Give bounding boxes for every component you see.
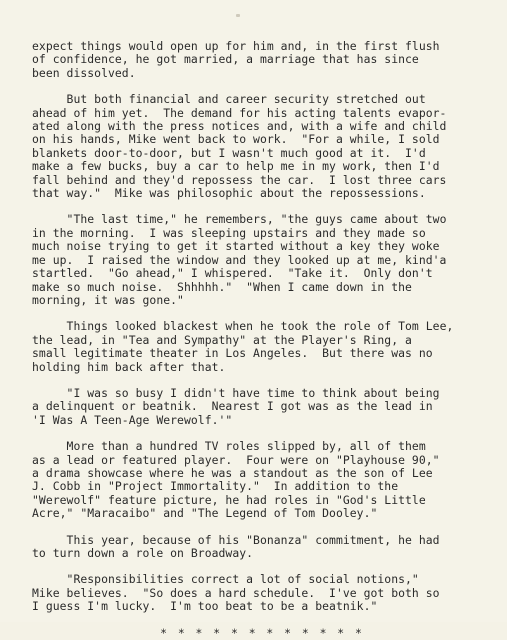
- paragraph-4: Things looked blackest when he took the role of Tom Lee, the lead, in "Tea and Sympathy" at the Player's Ring, a small legitimate theater in Los Angeles. But there was no holding him back after that.: [32, 319, 454, 374]
- paragraph-8: "Responsibilities correct a lot of social notions," Mike believes. "So does a hard schedule. I've got both so I guess I'm lucky. I'm too beat to be a beatnik.": [32, 572, 440, 614]
- paper-mark: [236, 14, 240, 17]
- paragraph-7: This year, because of his "Bonanza" commitment, he had to turn down a role on Broadway.: [32, 532, 440, 560]
- paragraph-1: expect things would open up for him and, in the first flush of confidence, he got married, a marriage that has since been dissolved.: [32, 39, 440, 80]
- paragraph-3: "The last time," he remembers, "the guys came about two in the morning. I was sleeping upstairs and they made so much noise trying to get it started without a key they woke me up. I raised the window and they looked up at me, kind'a startled. "Go ahead," I whispered. "Take it. Only don't make so much noise. Shhhhh." "When I came down in the morning, it was gone.": [32, 212, 447, 307]
- paragraph-2: But both financial and career security stretched out ahead of him yet. The demand for his acting talents evapor- ated along with the press notices and, with a wife and child on his hands, Mike went back to work. "For a while, I sold blankets door-to-door, but I wasn't much good at it. I'd make a few bucks, buy a car to help me in my work, then I'd fall behind and they'd repossess the car. I lost three cars that way." Mike was philosophic about the repossessions.: [32, 92, 447, 201]
- paragraph-6: More than a hundred TV roles slipped by, all of them as a lead or featured player. Four were on "Playhouse 90," a drama showcase where he was a standout as the son of Lee J. Cobb in "Project Immortality." In addition to the "Werewolf" feature picture, he had roles in "God's Little Acre," "Maracaibo" and "The Legend of Tom Dooley.": [32, 439, 440, 521]
- article-body: [32, 40, 492, 640]
- closing-stars: * * * * * * * * * * * *: [160, 625, 364, 640]
- paragraph-5: "I was so busy I didn't have time to think about being a delinquent or beatnik. Nearest I got was as the lead in 'I Was A Teen-Age Werewolf.'": [32, 385, 440, 427]
